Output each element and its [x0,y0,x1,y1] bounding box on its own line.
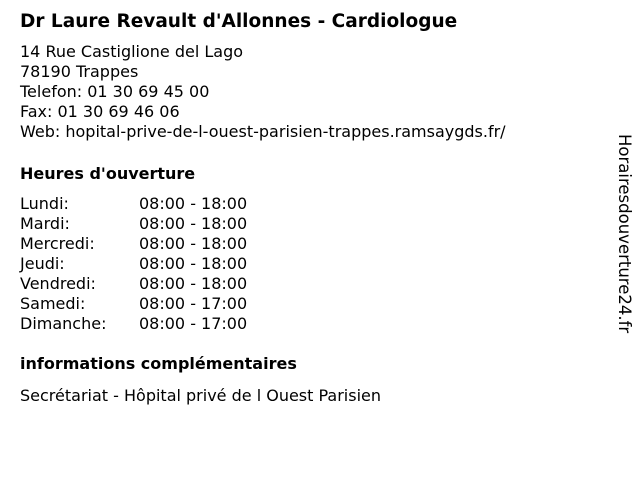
time-range: 08:00 - 18:00 [139,194,248,213]
time-range: 08:00 - 17:00 [139,314,248,333]
additional-info-heading: informations complémentaires [20,354,297,373]
time-range: 08:00 - 18:00 [139,254,248,273]
time-range: 08:00 - 18:00 [139,214,248,233]
hours-row-thursday [20,254,600,274]
hours-row-sunday [20,314,600,334]
day-label: Jeudi: [20,254,65,273]
phone-number: Telefon: 01 30 69 45 00 [20,82,210,101]
website-line: Web: hopital-prive-de-l-ouest-parisien-trappes.ramsaygds.fr/ [20,122,506,141]
additional-info-text: Secrétariat - Hôpital privé de l Ouest Parisien [20,386,382,405]
day-label: Mercredi: [20,234,95,253]
address-street: 14 Rue Castiglione del Lago [20,42,244,61]
day-label: Samedi: [20,294,86,313]
opening-hours-table [20,194,600,334]
listing-page [20,10,600,406]
hours-row-monday [20,194,600,214]
site-watermark: Horairesdouverture24.fr [615,134,634,334]
day-label: Mardi: [20,214,70,233]
time-range: 08:00 - 17:00 [139,294,248,313]
hours-row-tuesday [20,214,600,234]
hours-row-friday [20,274,600,294]
time-range: 08:00 - 18:00 [139,274,248,293]
fax-number: Fax: 01 30 69 46 06 [20,102,180,121]
hours-row-wednesday [20,234,600,254]
opening-hours-heading: Heures d'ouverture [20,164,196,183]
hours-row-saturday [20,294,600,314]
time-range: 08:00 - 18:00 [139,234,248,253]
address-city: 78190 Trappes [20,62,139,81]
day-label: Dimanche: [20,314,107,333]
page-title: Dr Laure Revault d'Allonnes - Cardiologue [20,11,458,32]
day-label: Vendredi: [20,274,96,293]
day-label: Lundi: [20,194,69,213]
address-block [20,42,600,142]
